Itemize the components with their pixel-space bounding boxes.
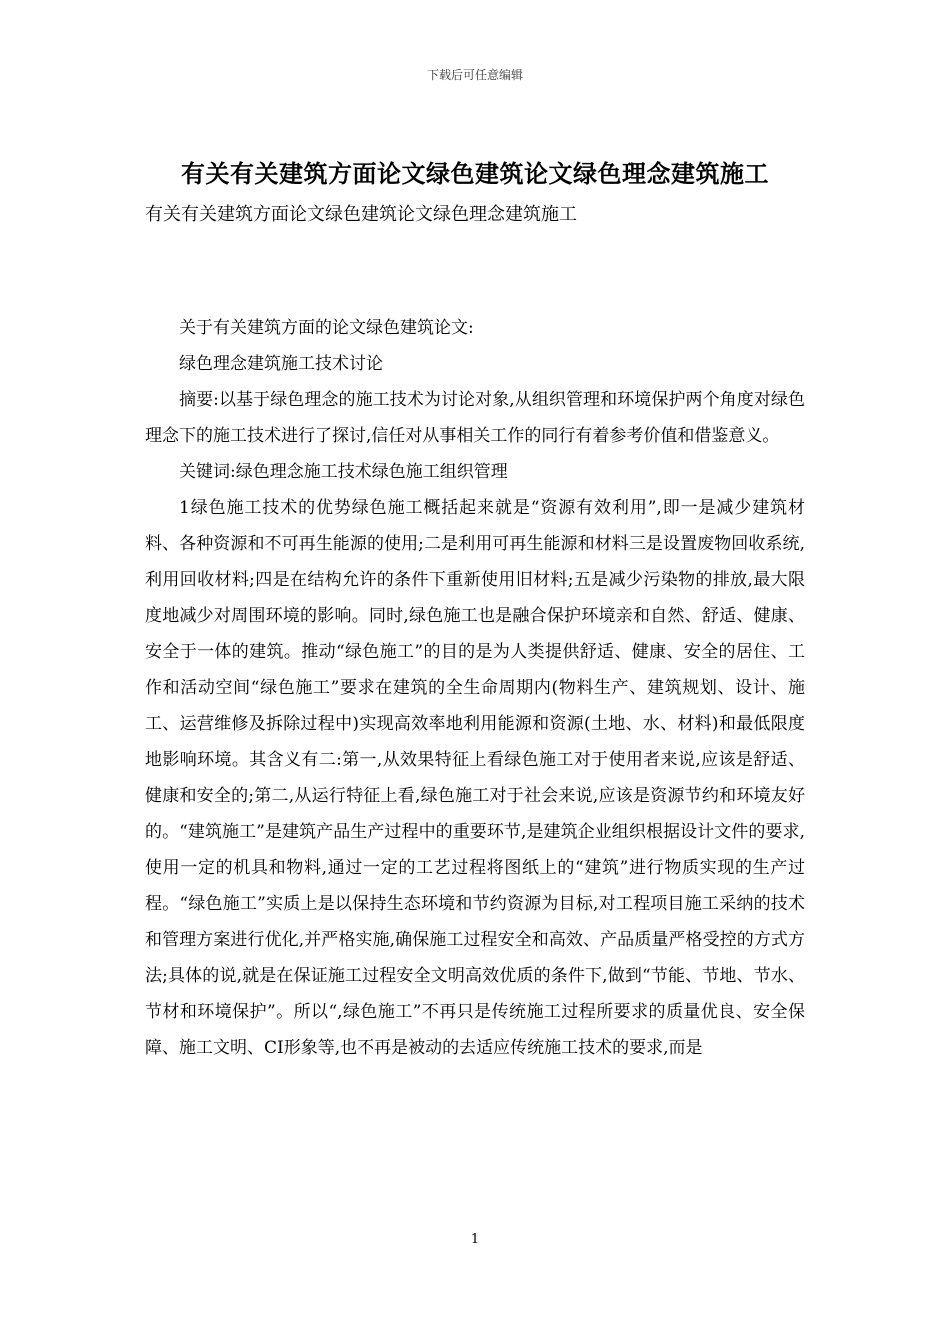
page-header: 下载后可任意编辑 — [426, 68, 523, 82]
paragraph-section-1: 1绿色施工技术的优势绿色施工概括起来就是“资源有效利用”,即一是减少建筑材料、各种资源和不可再生能源的使用;二是利用可再生能源和材料三是设置废物回收系统,利用回收材料;四是在结构允许的条件下重新使用旧材料;五是减少污染物的排放,最大限度地减少对周围环境的影响。同时,绿色施工也是融合保护环境亲和自然、舒适、健康、安全于一体的建筑。推动“绿色施工”的目的是为人类提供舒适、健康、安全的居住、工作和活动空间“绿色施工”要求在建筑的全生命周期内(物料生产、建筑规划、设计、施工、运营维修及拆除过程中)实现高效率地利用能源和资源(土地、水、材料)和最低限度地影响环境。其含义有二:第一,从效果特征上看绿色施工对于使用者来说,应该是舒适、健康和安全的;第二,从运行特征上看,绿色施工对于社会来说,应该是资源节约和环境友好的。“建筑施工”是建筑产品生产过程中的重要环节,是建筑企业组织根据设计文件的要求,使用一定的机具和物料,通过一定的工艺过程将图纸上的“建筑”进行物质实现的生产过程。“绿色施工”实质上是以保持生态环境和节约资源为目标,对工程项目施工采纳的技术和管理方案进行优化,并严格实施,确保施工过程安全和高效、产品质量严格受控的方式方法;具体的说,就是在保证施工过程安全文明高效优质的条件下,做到“节能、节地、节水、节材和环境保护”。所以“,绿色施工”不再只是传统施工过程所要求的质量优良、安全保障、施工文明、CI形象等,也不再是被动的去适应传统施工技术的要求,而是 — [145, 498, 805, 1058]
page-number: 1 — [470, 1232, 480, 1247]
paragraph-heading: 绿色理念建筑施工技术讨论 — [179, 354, 383, 374]
paragraph-keywords: 关键词:绿色理念施工技术绿色施工组织管理 — [179, 462, 508, 482]
document-subtitle: 有关有关建筑方面论文绿色建筑论文绿色理念建筑施工 — [145, 204, 577, 225]
paragraph-abstract: 摘要:以基于绿色理念的施工技术为讨论对象,从组织管理和环境保护两个角度对绿色理念下的施工技术进行了探讨,信任对从事相关工作的同行有着参考价值和借鉴意义。 — [145, 390, 805, 446]
document-body — [145, 310, 805, 1066]
paragraph-intro: 关于有关建筑方面的论文绿色建筑论文: — [179, 318, 474, 338]
document-title: 有关有关建筑方面论文绿色建筑论文绿色理念建筑施工 — [181, 159, 769, 188]
